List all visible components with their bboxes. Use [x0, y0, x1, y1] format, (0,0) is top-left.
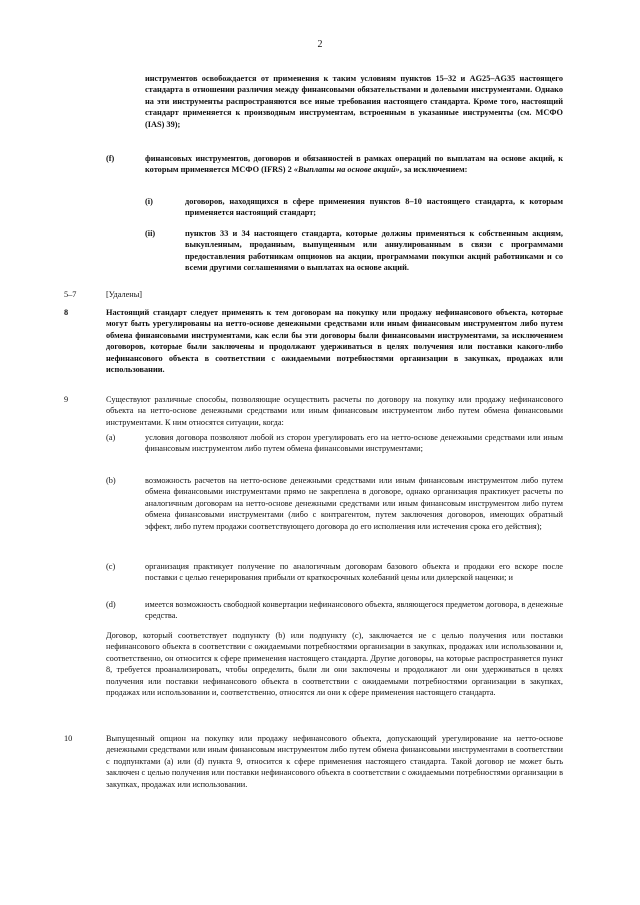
para-8-number: 8 [64, 308, 69, 317]
para-9-text: Существуют различные способы, позволяющие осуществить расчеты по договору на покупку или продажу нефинансового объекта на нетто-основе денежными средствами или иным финансовым инструментом либо путем обмена финансовыми инструментами. К ним относятся ситуации, когда: [106, 395, 563, 427]
para-5-7-number: 5–7 [64, 290, 77, 299]
item-f-text-before: финансовых инструментов, договоров и обязанностей в рамках операций по выплатам на основе акций, к которым применяется МСФО (IFRS) 2 [145, 154, 563, 175]
item-f-text [145, 153, 563, 176]
intro-paragraph: инструментов освобождается от применения к таким условиям пунктов 15–32 и AG25–AG35 настоящего стандарта в отношении различия между финансовыми обязательствами и долевыми инструментами. Однако на эти инструменты распространяются все иные требования настоящего стандарта. Кроме того, настоящий стандарт применяется к производным инструментам, встроенным в указанные инструменты (см. МСФО (IAS) 39); [145, 74, 563, 129]
para-9-item-d-label: (d) [106, 600, 116, 609]
item-f-text-after: , за исключением: [399, 165, 468, 175]
para-9-item-d-text: имеется возможность свободной конвертации нефинансового объекта, являющегося предметом договора, в денежные средства. [145, 600, 563, 621]
item-f-italic-title: «Выплаты на основе акций» [293, 165, 400, 175]
para-9-item-b-text: возможность расчетов на нетто-основе денежными средствами или иным финансовым инструментом либо путем обмена финансовыми инструментами прямо не закреплена в договоре, однако организация практикует расчеты по аналогичным договорам на нетто-основе денежными средствами или иным финансовым инструментом либо путем обмена финансовыми инструментами (либо с контрагентом, путем заключения договоров, имеющих обратный эффект, либо путем продажи соответствующего договора до его исполнения или истечения срока его действия); [145, 476, 563, 531]
subitem-ii-label: (ii) [145, 229, 156, 238]
subitem-i-label: (i) [145, 197, 153, 206]
para-9-number: 9 [64, 395, 69, 404]
para-9-item-c-text: организация практикует получение по аналогичным договорам базового объекта и продажи его вскоре после поставки с целью генерирования прибыли от краткосрочных колебаний цены или дилерской наценки; и [145, 562, 563, 583]
subitem-i-text: договоров, находящихся в сфере применения пунктов 8–10 настоящего стандарта, к которым применяется настоящий стандарт; [185, 197, 563, 218]
para-8-text: Настоящий стандарт следует применять к тем договорам на покупку или продажу нефинансового объекта, которые могут быть урегулированы на нетто-основе денежными средствами или иным финансовым инструментом либо путем обмена финансовыми инструментами, как если бы эти договоры были финансовыми инструментами, за исключением договоров, которые были заключены и продолжают удерживаться в целях получения или поставки какого-либо нефинансового объекта в соответствии с ожидаемыми потребностями организации в закупках, продажах или использовании. [106, 308, 563, 375]
para-9-item-c-label: (c) [106, 562, 116, 571]
para-9-closing: Договор, который соответствует подпункту (b) или подпункту (c), заключается не с целью получения или поставки нефинансового объекта в соответствии с ожидаемыми потребностями организации в закупках, продажах или использовании и, соответственно, он относится к сфере применения настоящего стандарта. Другие договоры, на которые распространяется пункт 8, требуется проанализировать, чтобы определить, были ли они заключены и продолжают ли они удерживаться в целях получения или поставки нефинансового объекта в соответствии с ожидаемыми потребностями организации в закупках, продажах или использовании и, соответственно, относятся ли они к сфере применения настоящего стандарта. [106, 631, 563, 698]
page-number: 2 [317, 39, 323, 50]
item-f-label: (f) [106, 154, 115, 163]
para-10-number: 10 [64, 734, 73, 743]
para-5-7-text: [Удалены] [106, 290, 143, 299]
para-9-item-a-label: (a) [106, 433, 116, 442]
subitem-ii-text: пунктов 33 и 34 настоящего стандарта, которые должны применяться к собственным акциям, выкупленным, проданным, выпущенным или аннулированным в связи с программами предоставления работникам опционов на акции, программами покупки акций работниками и со всеми другими соглашениями о выплатах на основе акций. [185, 229, 563, 273]
para-10-text: Выпущенный опцион на покупку или продажу нефинансового объекта, допускающий урегулирование на нетто-основе денежными средствами или иным финансовым инструментом либо путем обмена финансовыми инструментами в соответствии с подпунктами (a) или (d) пункта 9, относится к сфере применения настоящего стандарта. Такой договор не может быть заключен с целью получения или поставки нефинансового объекта в соответствии с ожидаемыми потребностями организации в закупках, продажах или использовании. [106, 734, 563, 789]
para-9-item-b-label: (b) [106, 476, 116, 485]
para-9-item-a-text: условия договора позволяют любой из сторон урегулировать его на нетто-основе денежными средствами или иным финансовым инструментом либо путем обмена финансовыми инструментами; [145, 433, 563, 454]
